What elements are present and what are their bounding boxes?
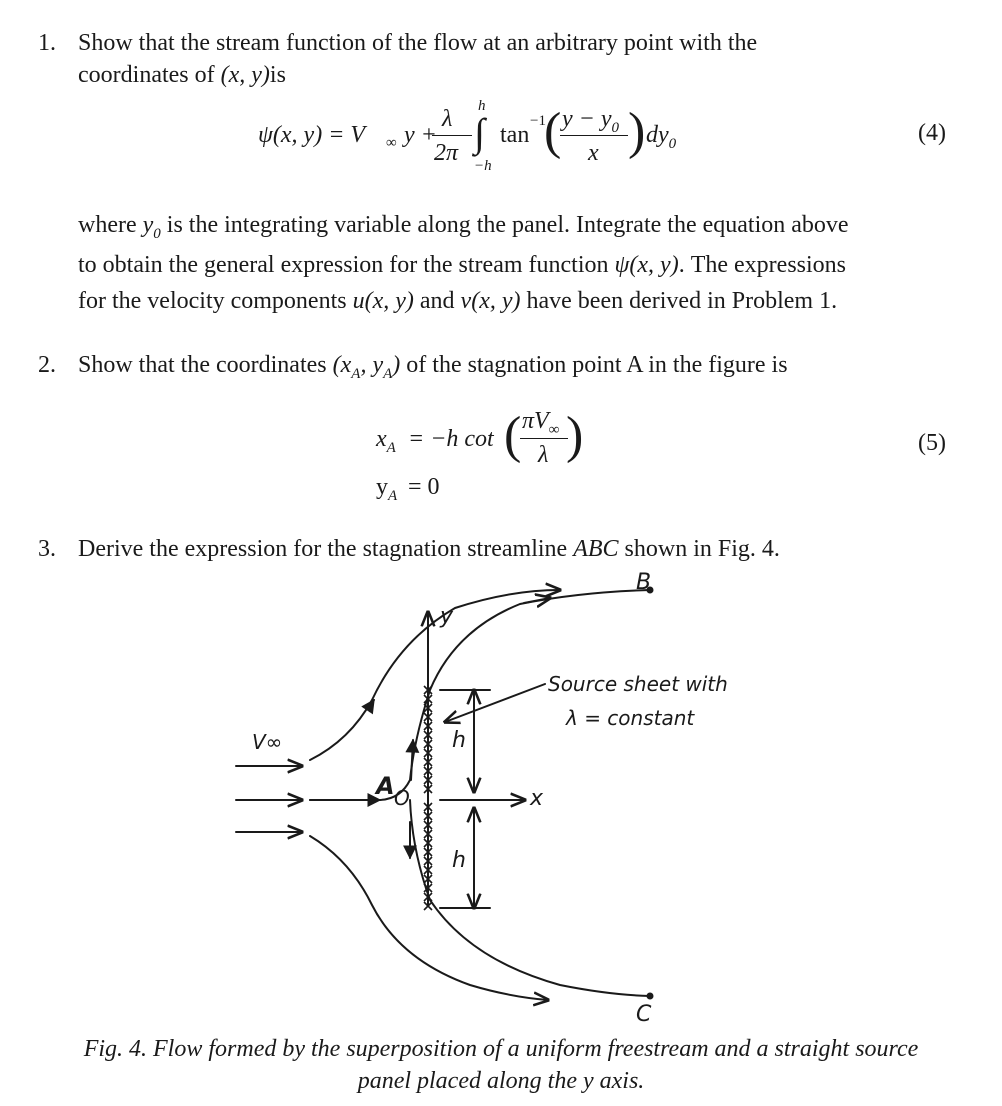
eq4-dy: $dy_0$	[646, 122, 677, 152]
problem-2-number: 2.	[38, 352, 56, 378]
eq4-paren-right: )	[628, 103, 646, 160]
eq4-paren-left: (	[544, 103, 562, 160]
eq4-inf-sub: ∞	[386, 135, 397, 151]
eq5-den: λ	[538, 442, 549, 468]
eq4-y: y +	[404, 122, 437, 148]
point-c-marker	[647, 993, 654, 1000]
eq5-rhs: = −h cot	[408, 426, 494, 452]
eq5-y-rhs: = 0	[408, 474, 440, 500]
eq4-frac-num: $y - y_0$	[562, 106, 619, 136]
eq5-y: $y_A$	[376, 474, 398, 504]
figure-caption-line-1: Fig. 4. Flow formed by the superposition of a uniform freestream and a straight source	[83, 1036, 919, 1062]
sheet-upflow-arrow	[411, 740, 413, 780]
note-line-2: λ = constant	[566, 706, 695, 730]
streamline-lower-abc	[410, 800, 650, 996]
problem-1-para-line-3: for the velocity components u(x, y) and v(x, y) have been derived in Problem 1.	[78, 288, 838, 314]
math-xy: (x, y)	[220, 62, 270, 88]
eq4-number: (4)	[918, 120, 946, 146]
label-o: O	[394, 786, 410, 810]
label-v-infinity: V∞	[252, 730, 283, 754]
note-line-1: Source sheet with	[548, 672, 728, 696]
eq4-integral-sign: ∫	[474, 110, 485, 155]
label-x-axis: x	[530, 786, 544, 811]
label-a: A	[376, 772, 395, 800]
problem-1-para-line-1: where $y_0$ is the integrating variable along the panel. Integrate the equation above	[78, 212, 849, 242]
problem-1-para-line-2: to obtain the general expression for the stream function ψ(x, y). The expressions	[78, 252, 846, 278]
eq5-num: $\pi V_\infty$	[522, 408, 560, 438]
eq5-paren-right: )	[566, 407, 584, 464]
eq4-2pi: 2π	[434, 140, 459, 166]
label-h-top: h	[452, 728, 466, 753]
text-is: is	[269, 62, 286, 88]
eq5-paren-left: (	[504, 407, 522, 464]
eq4-lambda: λ	[442, 106, 453, 132]
eq5-number: (5)	[918, 430, 946, 456]
label-h-bottom: h	[452, 848, 466, 873]
text-coordinates-of: coordinates of	[78, 62, 215, 88]
problem-1-number: 1.	[38, 30, 56, 56]
eq4-upper-limit: h	[478, 98, 486, 114]
label-c: C	[636, 1002, 652, 1027]
problem-1-line-1: Show that the stream function of the flow at an arbitrary point with the	[78, 30, 758, 56]
eq4-tan: tan	[500, 122, 530, 148]
eq4-lower-limit: −h	[474, 158, 492, 174]
upper-streamline-arrow	[524, 598, 550, 603]
label-y-axis: y	[440, 604, 454, 629]
outer-upper-streamline	[310, 590, 560, 760]
problem-3-number: 3.	[38, 536, 56, 562]
figure-caption-line-2: panel placed along the y axis.	[357, 1068, 645, 1094]
problem-2-line-1: Show that the coordinates ($x_A$, $y_A$) of the stagnation point A in the figure is	[78, 352, 788, 382]
label-b: B	[636, 570, 652, 595]
eq5-x: $x_A$	[376, 426, 396, 456]
eq4-lhs: ψ(x, y) = V	[258, 122, 366, 148]
problem-3-line: Derive the expression for the stagnation streamline ABC shown in Fig. 4.	[78, 536, 780, 562]
eq4-tan-exponent: −1	[530, 113, 546, 129]
eq4-frac-den: x	[588, 140, 599, 166]
